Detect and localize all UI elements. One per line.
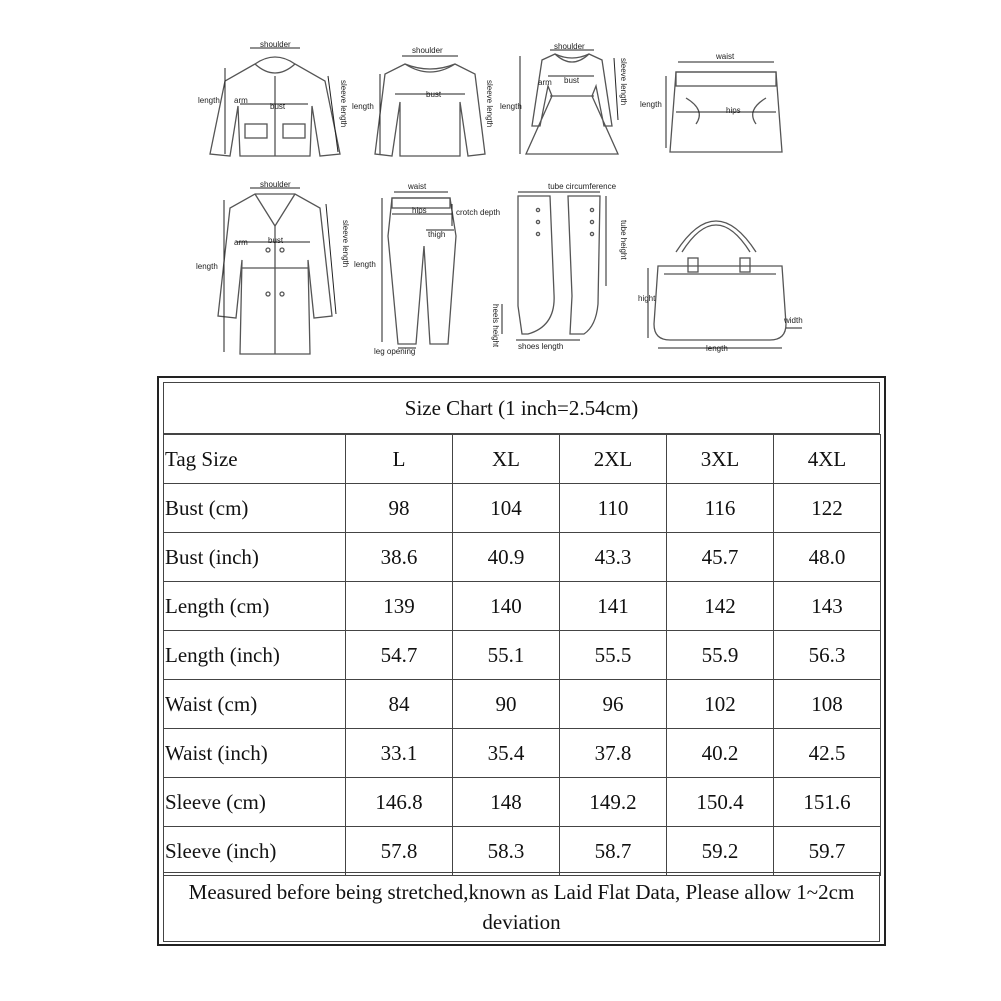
boots-illustration: [488, 176, 638, 356]
table-cell: 98: [346, 484, 453, 533]
row-label: Bust (inch): [164, 533, 346, 582]
boots-heels-height-label: heels height: [491, 304, 500, 348]
table-cell: 58.3: [453, 827, 560, 876]
pants-leg-opening-label: leg opening: [374, 347, 416, 356]
boots-tube-height-label: tube height: [619, 220, 628, 260]
size-header: L: [346, 435, 453, 484]
table-cell: 151.6: [774, 778, 881, 827]
jacket-sleeve-length-label: sleeve length: [339, 80, 348, 128]
table-cell: 48.0: [774, 533, 881, 582]
table-cell: 116: [667, 484, 774, 533]
row-label: Bust (cm): [164, 484, 346, 533]
pants-waist-label: waist: [408, 182, 427, 191]
table-row: [164, 729, 881, 778]
table-cell: 58.7: [560, 827, 667, 876]
table-cell: 148: [453, 778, 560, 827]
table-cell: 38.6: [346, 533, 453, 582]
table-cell: 90: [453, 680, 560, 729]
coat-bust-label: bust: [268, 236, 284, 245]
table-cell: 84: [346, 680, 453, 729]
row-label: Waist (cm): [164, 680, 346, 729]
table-cell: 55.9: [667, 631, 774, 680]
table-cell: 104: [453, 484, 560, 533]
table-cell: 141: [560, 582, 667, 631]
boots-shoes-length-label: shoes length: [518, 342, 564, 351]
table-cell: 140: [453, 582, 560, 631]
size-chart: [157, 376, 886, 946]
table-cell: 40.2: [667, 729, 774, 778]
table-cell: 33.1: [346, 729, 453, 778]
table-cell: 110: [560, 484, 667, 533]
table-cell: 40.9: [453, 533, 560, 582]
table-cell: 108: [774, 680, 881, 729]
dress-arm-label: arm: [538, 78, 552, 87]
coat-sleeve-length-label: sleeve length: [341, 220, 350, 268]
table-cell: 35.4: [453, 729, 560, 778]
table-cell: 149.2: [560, 778, 667, 827]
table-row: [164, 778, 881, 827]
table-cell: 59.7: [774, 827, 881, 876]
coat-shoulder-label: shoulder: [260, 180, 291, 189]
bag-diagram: [636, 190, 816, 356]
size-chart-footnote: Measured before being stretched,known as Laid Flat Data, Please allow 1~2cm deviation: [163, 872, 880, 942]
pants-thigh-label: thigh: [428, 230, 446, 239]
jacket-bust-label: bust: [270, 102, 286, 111]
table-header-row: [164, 435, 881, 484]
size-header: 4XL: [774, 435, 881, 484]
sweater-shoulder-label: shoulder: [412, 46, 443, 55]
jacket-arm-label: arm: [234, 96, 248, 105]
dress-bust-label: bust: [564, 76, 580, 85]
table-cell: 122: [774, 484, 881, 533]
size-table: [163, 434, 881, 876]
coat-arm-label: arm: [234, 238, 248, 247]
bag-hight-label: hight: [638, 294, 656, 303]
pants-crotch-depth-label: crotch depth: [456, 208, 501, 217]
jacket-length-label: length: [198, 96, 220, 105]
skirt-length-label: length: [640, 100, 662, 109]
coat-length-label: length: [196, 262, 218, 271]
table-cell: 146.8: [346, 778, 453, 827]
table-cell: 43.3: [560, 533, 667, 582]
table-row: [164, 827, 881, 876]
bag-width-label: width: [784, 316, 803, 325]
dress-length-label: length: [500, 102, 522, 111]
sweater-diagram: [350, 36, 510, 166]
table-cell: 96: [560, 680, 667, 729]
table-cell: 54.7: [346, 631, 453, 680]
table-cell: 55.5: [560, 631, 667, 680]
table-cell: 139: [346, 582, 453, 631]
table-cell: 45.7: [667, 533, 774, 582]
row-label: Sleeve (cm): [164, 778, 346, 827]
skirt-diagram: [636, 44, 796, 164]
sweater-sleeve-length-label: sleeve length: [485, 80, 494, 128]
dress-diagram: [500, 36, 640, 166]
sweater-bust-label: bust: [426, 90, 442, 99]
skirt-hips-label: hips: [726, 106, 741, 115]
size-header: XL: [453, 435, 560, 484]
coat-diagram: [190, 176, 360, 356]
dress-sleeve-length-label: sleeve length: [619, 58, 628, 106]
pants-length-label: length: [354, 260, 376, 269]
row-label: Length (inch): [164, 631, 346, 680]
bag-illustration: [636, 190, 816, 356]
boots-diagram: [488, 176, 638, 356]
jacket-diagram: [190, 36, 360, 166]
dress-shoulder-label: shoulder: [554, 42, 585, 51]
table-cell: 55.1: [453, 631, 560, 680]
size-chart-title: Size Chart (1 inch=2.54cm): [163, 382, 880, 434]
table-row: [164, 631, 881, 680]
table-cell: 102: [667, 680, 774, 729]
table-cell: 150.4: [667, 778, 774, 827]
table-row: [164, 533, 881, 582]
pants-hips-label: hips: [412, 206, 427, 215]
table-cell: 57.8: [346, 827, 453, 876]
jacket-shoulder-label: shoulder: [260, 40, 291, 49]
table-cell: 56.3: [774, 631, 881, 680]
row-label: Sleeve (inch): [164, 827, 346, 876]
table-cell: 37.8: [560, 729, 667, 778]
tag-size-header: Tag Size: [164, 435, 346, 484]
table-cell: 42.5: [774, 729, 881, 778]
table-row: [164, 582, 881, 631]
boots-tube-circumference-label: tube circumference: [548, 182, 617, 191]
sweater-length-label: length: [352, 102, 374, 111]
skirt-waist-label: waist: [716, 52, 735, 61]
size-header: 2XL: [560, 435, 667, 484]
row-label: Waist (inch): [164, 729, 346, 778]
table-row: [164, 484, 881, 533]
table-row: [164, 680, 881, 729]
table-cell: 143: [774, 582, 881, 631]
row-label: Length (cm): [164, 582, 346, 631]
table-cell: 142: [667, 582, 774, 631]
bag-length-label: length: [706, 344, 728, 353]
size-header: 3XL: [667, 435, 774, 484]
table-cell: 59.2: [667, 827, 774, 876]
